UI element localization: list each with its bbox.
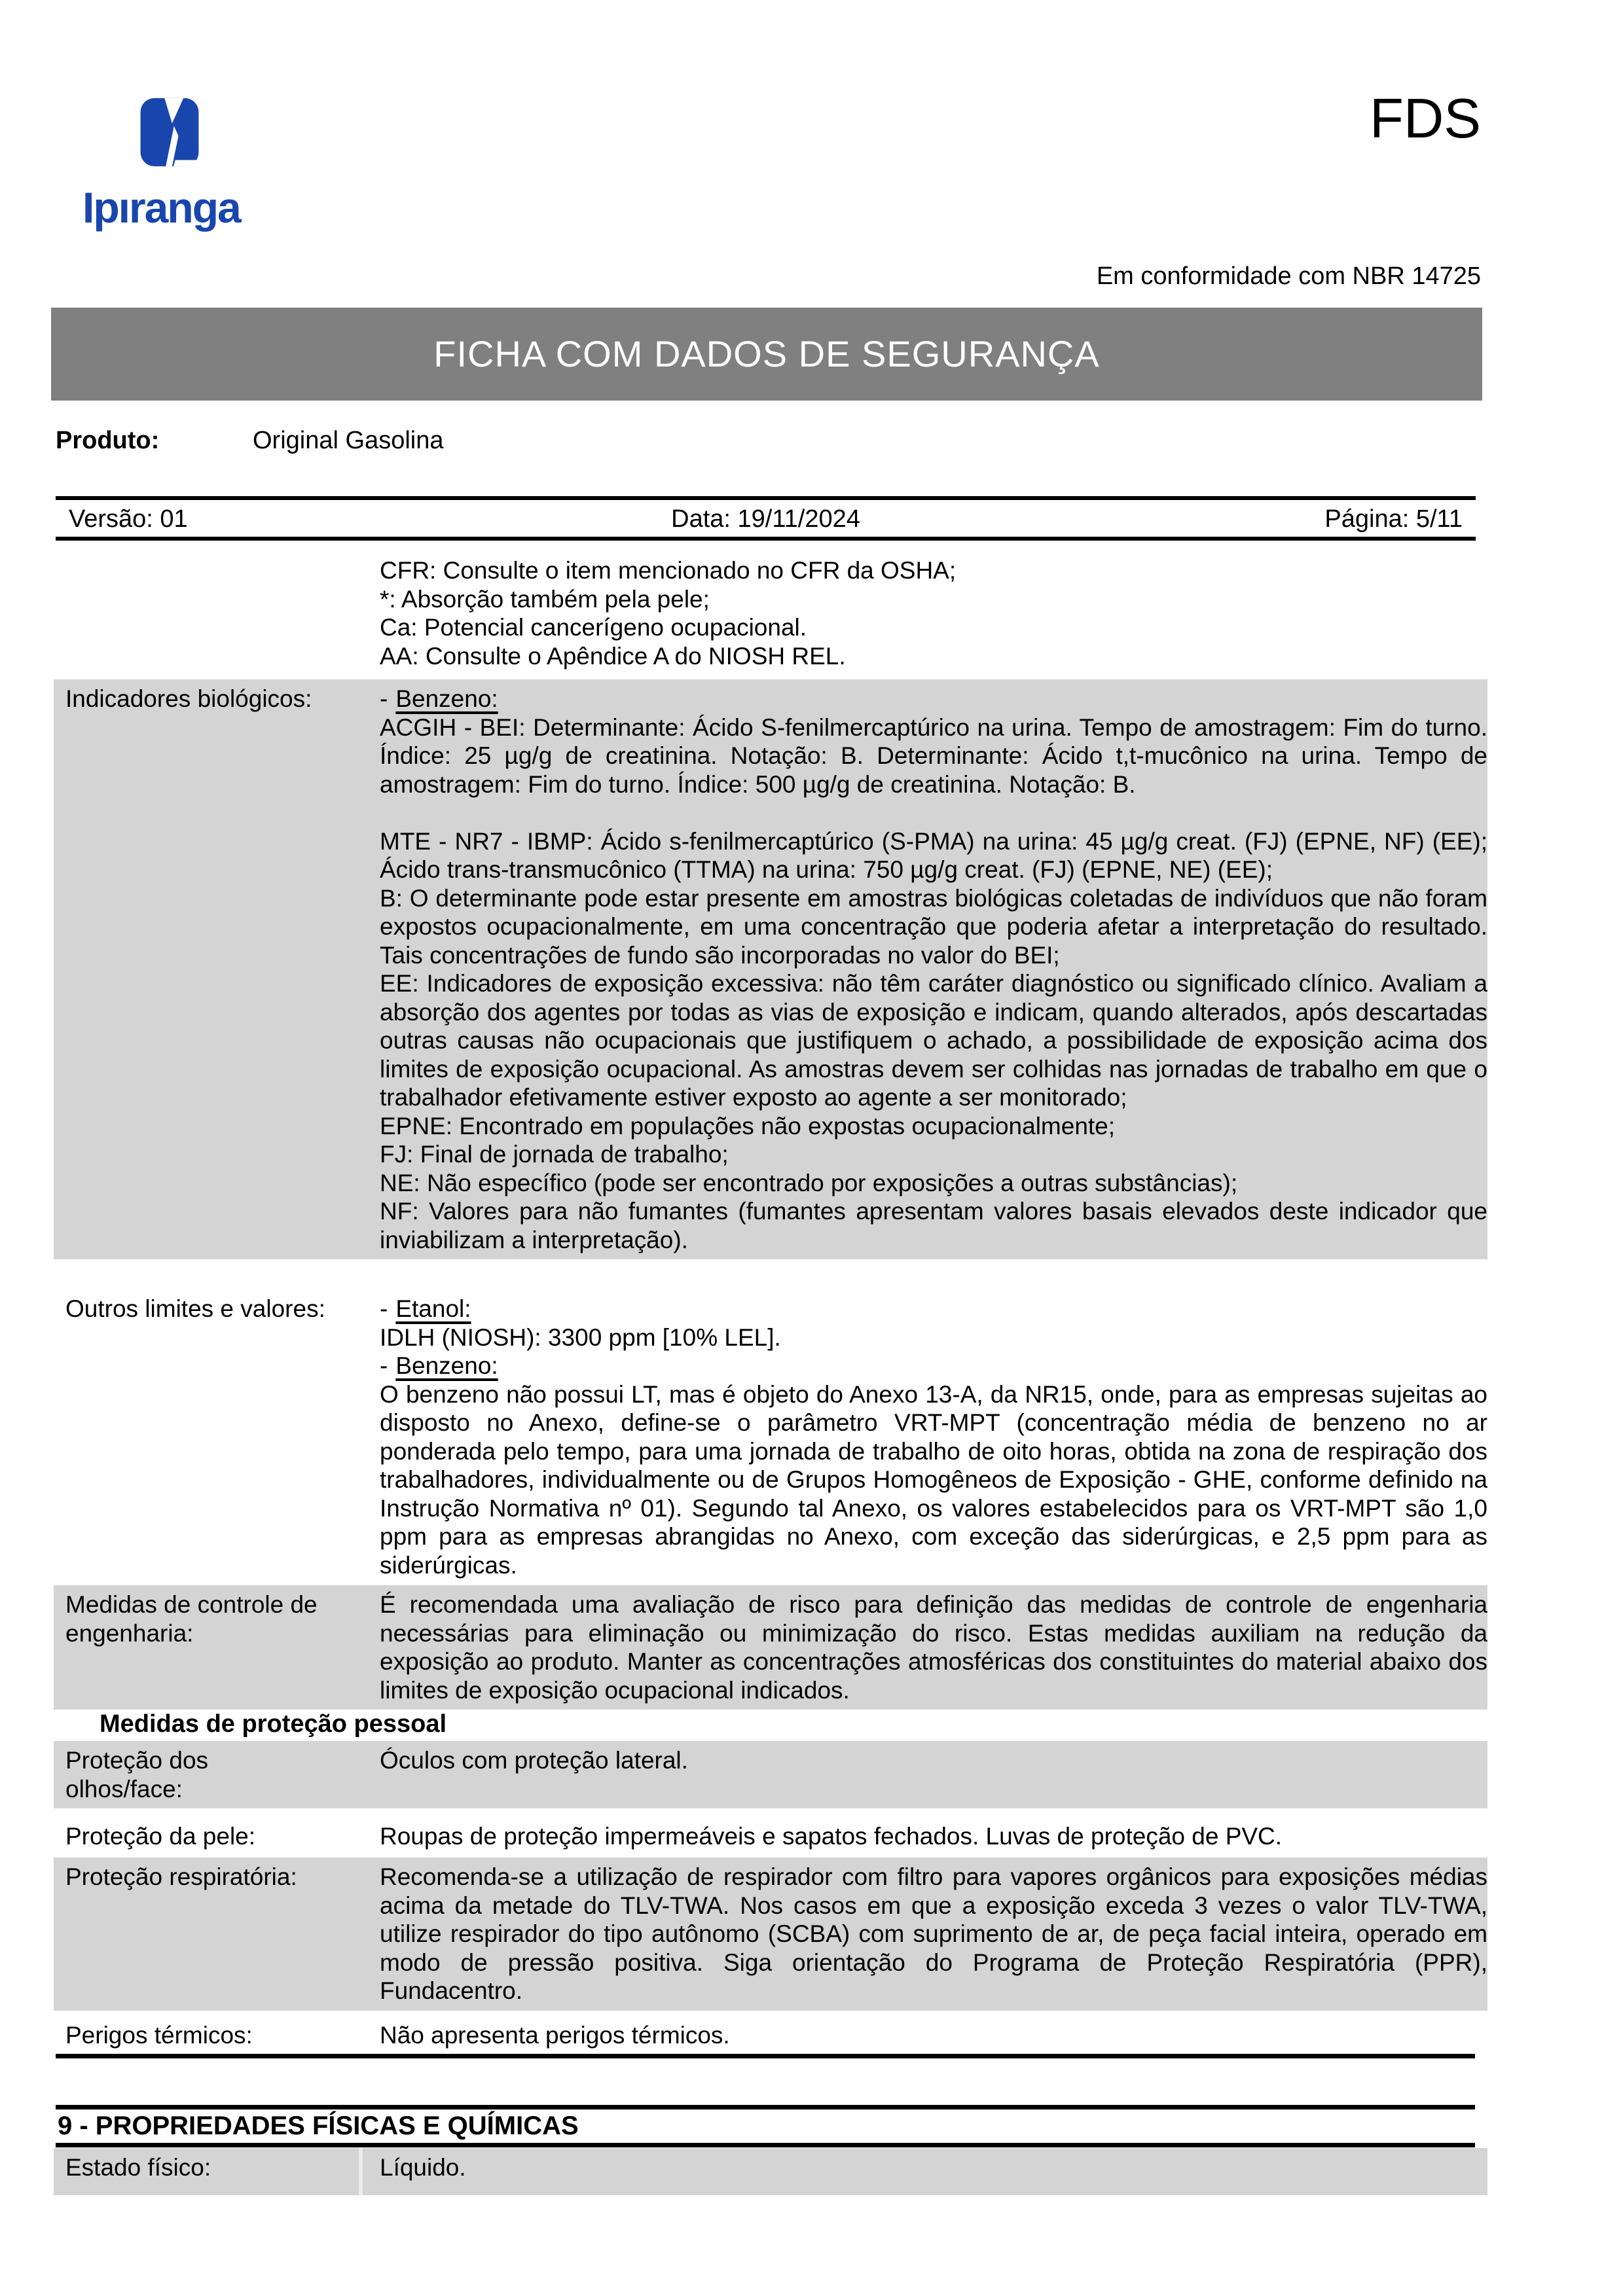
- table-row-perigos-termicos: [54, 2016, 1487, 2055]
- table-row-outros-limites: [54, 1289, 1487, 1585]
- compliance-note: Em conformidade com NBR 14725: [1096, 262, 1481, 290]
- paragraph: Não apresenta perigos térmicos.: [380, 2022, 730, 2049]
- row-label: Indicadores biológicos:: [65, 685, 312, 712]
- paragraph: IDLH (NIOSH): 3300 ppm [10% LEL].: [380, 1323, 781, 1351]
- paragraph: O benzeno não possui LT, mas é objeto do Anexo 13-A, da NR15, onde, para as empresas sujeitas ao disposto no Anexo, define-se o parâmetro VRT-MPT (concentração média de benzeno no ar ponderada pelo tempo, para uma jornada de trabalho de oito horas, obtida na zona de respiração dos trabalhadores, individualmente ou de Grupos Homogêneos de Exposição - GHE, conforme definido na Instrução Normativa nº 01). Segundo tal Anexo, os valores estabelecidos para os VRT-MPT são 1,0 ppm para as empresas abrangidas no Anexo, com exceção das siderúrgicas, e 2,5 ppm para as siderúrgicas.: [380, 1380, 1487, 1579]
- cfr-note-line: *: Absorção também pela pele;: [380, 585, 710, 613]
- paragraph: NF: Valores para não fumantes (fumantes apresentam valores basais elevados deste indicador que inviabilizam a interpretação).: [380, 1198, 1487, 1253]
- row-label: Medidas de controle de engenharia:: [65, 1591, 318, 1647]
- paragraph: É recomendada uma avaliação de risco para definição das medidas de controle de engenharia necessárias para eliminação ou minimização do risco. Estas medidas auxiliam na redução da exposição ao produto. Manter as concentrações atmosféricas dos constituintes do material abaixo dos limites de exposição ocupacional indicados.: [380, 1591, 1487, 1704]
- table-row-cfr-notes: [54, 551, 1487, 675]
- page-label: Página: 5/11: [1324, 505, 1463, 533]
- version-bar: [56, 496, 1476, 541]
- substance-title: - Benzeno:: [380, 685, 498, 712]
- outros-content: [363, 1289, 1487, 1585]
- termicos-content: [363, 2016, 1487, 2055]
- estado-content: [363, 2148, 1487, 2195]
- paragraph: Recomenda-se a utilização de respirador com filtro para vapores orgânicos para exposições médias acima da metade do TLV-TWA. Nos casos em que a exposição exceda 3 vezes o valor TLV-TWA, utilize respirador do tipo autônomo (SCBA) com suprimento de ar, de peça facial inteira, operado em modo de pressão positiva. Siga orientação do Programa de Proteção Respiratória (PPR), Fundacentro.: [380, 1863, 1487, 2004]
- table-row-estado-fisico: [54, 2148, 1487, 2195]
- table-row-medidas-controle: [54, 1585, 1487, 1710]
- section-9-heading: 9 - PROPRIEDADES FÍSICAS E QUÍMICAS: [58, 2111, 579, 2140]
- pele-content: [363, 1817, 1487, 1856]
- paragraph: B: O determinante pode estar presente em amostras biológicas coletadas de indivíduos que não foram expostos ocupacionalmente, em uma concentração que poderia afetar a interpretação do resultado. Tais concentrações de fundo são incorporadas no valor do BEI;: [380, 884, 1487, 969]
- cfr-note-line: AA: Consulte o Apêndice A do NIOSH REL.: [380, 642, 846, 670]
- product-line: [56, 427, 444, 456]
- respiratoria-content: [363, 1857, 1487, 2011]
- paragraph: ACGIH - BEI: Determinante: Ácido S-fenilmercaptúrico na urina. Tempo de amostragem: Fim do turno. Índice: 25 µg/g de creatinina. Notação: B. Determinante: Ácido t,t-mucônico na urina. Tempo de amostragem: Fim do turno. Índice: 500 µg/g de creatinina. Notação: B.: [380, 713, 1487, 798]
- product-label: Produto:: [56, 427, 160, 454]
- substance-title: - Benzeno:: [380, 1352, 498, 1379]
- table-row-protecao-pele: [54, 1817, 1487, 1856]
- row-label: Perigos térmicos:: [65, 2022, 253, 2049]
- ipiranga-logo-text: Ipıranga: [82, 183, 240, 232]
- paragraph: EPNE: Encontrado em populações não expostas ocupacionalmente;: [380, 1112, 1116, 1139]
- indicadores-content: [363, 679, 1487, 1259]
- section-divider-line: [56, 2143, 1475, 2147]
- olhos-content: [363, 1741, 1487, 1808]
- subsection-heading-protecao-pessoal: Medidas de proteção pessoal: [100, 1710, 447, 1738]
- section-divider-line: [56, 2105, 1475, 2109]
- paragraph: EE: Indicadores de exposição excessiva: não têm caráter diagnóstico ou significado clínico. Avaliam a absorção dos agentes por todas as vias de exposição e indicam, quando alterados, após descartadas outras causas não ocupacionais que justifiquem o achado, a possibilidade de exposição acima dos limites de exposição ocupacional. As amostras devem ser colhidas nas jornadas de trabalho em que o trabalhador efetivamente estiver exposto ao agente a ser monitorado;: [380, 970, 1487, 1111]
- row-label-empty: [54, 551, 363, 675]
- table-row-protecao-respiratoria: [54, 1857, 1487, 2011]
- controle-content: [363, 1585, 1487, 1710]
- row-label: Estado físico:: [54, 2148, 363, 2195]
- ipiranga-flag-icon: [136, 96, 203, 169]
- cfr-note-line: CFR: Consulte o item mencionado no CFR da OSHA;: [380, 557, 957, 584]
- row-label: Proteção da pele:: [65, 1823, 256, 1850]
- table-row-indicadores-biologicos: [54, 679, 1487, 1259]
- row-label: Outros limites e valores:: [65, 1295, 325, 1322]
- product-name: Original Gasolina: [253, 427, 444, 454]
- paragraph: Roupas de proteção impermeáveis e sapatos fechados. Luvas de proteção de PVC.: [380, 1823, 1283, 1850]
- paragraph: NE: Não específico (pode ser encontrado por exposições a outras substâncias);: [380, 1169, 1238, 1196]
- paragraph: FJ: Final de jornada de trabalho;: [380, 1141, 729, 1168]
- version-label: Versão: 01: [69, 505, 188, 533]
- cfr-notes: [363, 551, 1487, 675]
- paragraph: Óculos com proteção lateral.: [380, 1747, 688, 1774]
- doc-type-label: FDS: [1370, 88, 1481, 150]
- paragraph: MTE - NR7 - IBMP: Ácido s-fenilmercaptúrico (S-PMA) na urina: 45 µg/g creat. (FJ) (EPNE, NF) (EE); Ácido trans-transmucônico (TTMA) na urina: 750 µg/g creat. (FJ) (EPNE, NE) (EE);: [380, 827, 1487, 883]
- document-title-band: [51, 308, 1482, 401]
- substance-title: - Etanol:: [380, 1295, 471, 1322]
- row-label: Proteção respiratória:: [65, 1863, 297, 1890]
- document-title: FICHA COM DADOS DE SEGURANÇA: [433, 333, 1100, 375]
- cfr-note-line: Ca: Potencial cancerígeno ocupacional.: [380, 614, 807, 641]
- row-label: Proteção dos olhos/face:: [65, 1747, 209, 1803]
- paragraph: Líquido.: [380, 2154, 466, 2181]
- section-divider-line: [56, 2054, 1475, 2058]
- date-label: Data: 19/11/2024: [671, 505, 860, 533]
- table-row-protecao-olhos: [54, 1741, 1487, 1808]
